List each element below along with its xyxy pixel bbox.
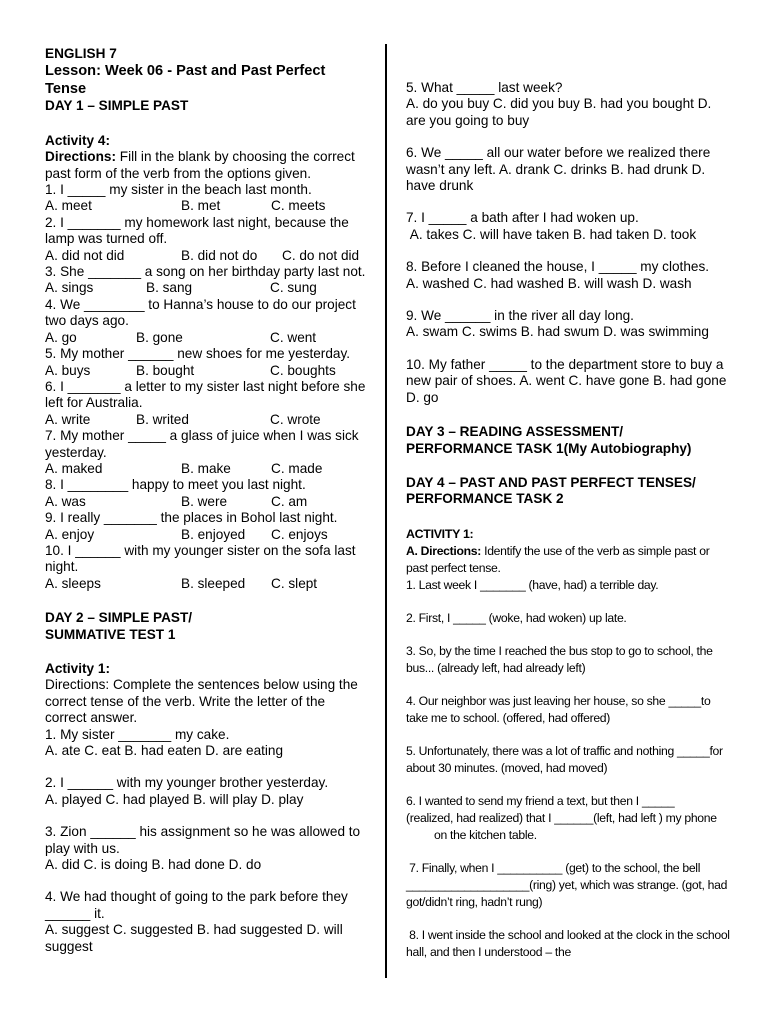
day4-activity1-label: ACTIVITY 1: xyxy=(406,526,474,541)
answer-options xyxy=(45,248,370,264)
answer-options xyxy=(45,363,370,379)
question-item xyxy=(45,428,370,477)
day4-heading-line2: PERFORMANCE TASK 2 xyxy=(406,491,564,507)
answer-options: A. did C. is doing B. had done D. do xyxy=(45,857,262,873)
question-item xyxy=(406,308,732,341)
spacer xyxy=(406,727,732,743)
question-item xyxy=(45,727,370,760)
spacer xyxy=(406,627,732,643)
question-text: 5. What _____ last week? xyxy=(406,80,563,95)
option-b: B. did not do xyxy=(181,247,258,263)
question-item xyxy=(45,824,370,873)
question-item xyxy=(406,145,732,194)
option-c: C. went xyxy=(270,329,317,345)
question-text: 6. We _____ all our water before we realized there wasn’t any left. A. drank C. drinks B. had drunk D. have drunk xyxy=(406,145,711,194)
day4-item-8: 8. I went inside the school and looked at the clock in the school hall, and then I understood – the xyxy=(406,927,733,959)
option-b: B. bought xyxy=(136,362,195,378)
option-c: C. enjoys xyxy=(271,526,328,542)
option-b: B. enjoyed xyxy=(181,526,246,542)
activity1-label: Activity 1: xyxy=(45,661,110,676)
option-a: A. did not did xyxy=(45,247,125,263)
question-item xyxy=(45,477,370,510)
option-c: C. am xyxy=(271,493,308,509)
lesson-title: Lesson: Week 06 - Past and Past Perfect Tense xyxy=(45,63,326,98)
day3-heading-line2: PERFORMANCE TASK 1(My Autobiography) xyxy=(406,440,692,456)
answer-options xyxy=(45,330,370,346)
day2-question-list xyxy=(45,727,370,955)
question-text: 3. Zion ______ his assignment so he was allowed to play with us. xyxy=(45,824,361,856)
question-text: 1. My sister _______ my cake. xyxy=(45,726,230,742)
question-item xyxy=(45,346,370,379)
question-text: 6. I _______ a letter to my sister last night before she left for Australia. xyxy=(45,378,366,411)
option-a: A. go xyxy=(45,329,77,345)
option-b: B. sleeped xyxy=(181,575,246,591)
spacer xyxy=(406,292,732,308)
question-item xyxy=(45,543,370,592)
item6-line2: (realized, had realized) that I ______(left, had left ) my phone xyxy=(406,810,717,825)
question-text: 10. My father _____ to the department store to buy a new pair of shoes. A. went C. have gone B. had gone D. go xyxy=(406,356,727,405)
option-b: B. met xyxy=(181,198,221,214)
question-text: 4. We ________ to Hanna’s house to do our project two days ago. xyxy=(45,296,356,329)
column-divider xyxy=(385,44,387,978)
question-text: 2. I ______ with my younger brother yesterday. xyxy=(45,775,329,791)
a-directions-text: Identify the use of the verb as simple past or past perfect tense. xyxy=(406,543,710,575)
option-c: C. do not did xyxy=(282,247,360,263)
answer-options xyxy=(45,280,370,296)
day1-heading: DAY 1 – SIMPLE PAST xyxy=(45,98,189,114)
answer-options xyxy=(45,461,370,477)
course-title: ENGLISH 7 xyxy=(45,46,117,61)
day2-question-list-continued xyxy=(406,80,732,406)
option-a: A. meet xyxy=(45,198,92,214)
spacer xyxy=(406,341,732,357)
day4-item-6 xyxy=(406,793,732,844)
option-a: A. buys xyxy=(45,362,91,378)
option-c: C. slept xyxy=(271,575,318,591)
day2-heading-line1: DAY 2 – SIMPLE PAST/ xyxy=(45,610,193,626)
day4-activity xyxy=(406,526,732,961)
option-c: C. wrote xyxy=(270,411,321,427)
left-column xyxy=(45,46,370,955)
day3-heading-line1: DAY 3 – READING ASSESSMENT/ xyxy=(406,424,624,440)
option-a: A. sleeps xyxy=(45,575,101,591)
question-item xyxy=(406,210,732,243)
option-a: A. enjoy xyxy=(45,526,95,542)
directions-label: Directions: xyxy=(45,149,117,165)
option-c: C. sung xyxy=(270,280,317,296)
question-item xyxy=(406,80,732,129)
spacer xyxy=(45,759,370,775)
question-text: 7. I _____ a bath after I had woken up. xyxy=(406,210,639,226)
answer-options: A. suggest C. suggested B. had suggested D. will suggest xyxy=(45,922,347,954)
answer-options: A. do you buy C. did you buy B. had you bought D. are you going to buy xyxy=(406,96,716,128)
question-text: 2. I _______ my homework last night, because the lamp was turned off. xyxy=(45,214,349,247)
spacer xyxy=(406,677,732,693)
spacer xyxy=(406,243,732,259)
option-a: A. maked xyxy=(45,460,103,476)
question-item: 5. Unfortunately, there was a lot of traffic and nothing _____for about 30 minutes. (moved, had moved) xyxy=(406,743,723,775)
question-item xyxy=(45,264,370,297)
answer-options xyxy=(45,576,370,592)
day2-heading-line2: SUMMATIVE TEST 1 xyxy=(45,626,176,642)
question-text: 8. Before I cleaned the house, I _____ my clothes. xyxy=(406,259,710,275)
question-item xyxy=(45,510,370,543)
answer-options xyxy=(45,198,370,214)
question-item xyxy=(45,379,370,428)
answer-options xyxy=(45,527,370,543)
question-item: 2. First, I _____ (woke, had woken) up late. xyxy=(406,610,627,625)
question-item: 3. So, by the time I reached the bus stop to go to school, the bus... (already left, had already left) xyxy=(406,643,713,675)
question-item xyxy=(406,259,732,292)
activity4-directions xyxy=(45,149,370,182)
question-text: 7. My mother _____ a glass of juice when I was sick yesterday. xyxy=(45,428,359,460)
answer-options xyxy=(45,494,370,510)
option-c: C. meets xyxy=(271,198,326,214)
answer-options: A. ate C. eat B. had eaten D. are eating xyxy=(45,743,284,759)
question-item: 1. Last week I _______ (have, had) a terrible day. xyxy=(406,577,659,592)
question-text: 3. She _______ a song on her birthday party last not. xyxy=(45,264,366,280)
question-item xyxy=(45,182,370,215)
a-directions-label: A. Directions: xyxy=(406,543,482,558)
question-item xyxy=(45,215,370,264)
question-text: 8. I ________ happy to meet you last night. xyxy=(45,477,306,493)
activity1-directions: Directions: Complete the sentences below using the correct tense of the verb. Write the letter of the correct answer. xyxy=(45,677,358,726)
question-item xyxy=(45,775,370,808)
question-text: 5. My mother ______ new shoes for me yesterday. xyxy=(45,346,351,362)
answer-options: A. washed C. had washed B. will wash D. wash xyxy=(406,275,692,291)
option-a: A. sings xyxy=(45,280,94,296)
question-item: 4. Our neighbor was just leaving her house, so she _____to take me to school. (offered, had offered) xyxy=(406,693,711,725)
answer-options: A. swam C. swims B. had swum D. was swimming xyxy=(406,324,709,340)
question-text: 10. I ______ with my younger sister on the sofa last night. xyxy=(45,542,356,575)
option-b: B. writed xyxy=(136,411,189,427)
spacer xyxy=(45,873,370,889)
option-c: C. boughts xyxy=(270,362,336,378)
question-text: 1. I _____ my sister in the beach last month. xyxy=(45,182,312,198)
right-column xyxy=(406,80,732,961)
question-text: 4. We had thought of going to the park before they ______ it. xyxy=(45,889,348,921)
question-text: 9. We ______ in the river all day long. xyxy=(406,308,634,324)
option-b: B. sang xyxy=(146,280,193,296)
spacer xyxy=(406,594,732,610)
spacer xyxy=(406,129,732,145)
day4-heading-line1: DAY 4 – PAST AND PAST PERFECT TENSES/ xyxy=(406,474,696,490)
spacer xyxy=(406,194,732,210)
answer-options: A. takes C. will have taken B. had taken D. took xyxy=(406,226,697,242)
option-b: B. gone xyxy=(136,329,183,345)
spacer xyxy=(45,808,370,824)
item6-line1: 6. I wanted to send my friend a text, but then I _____ xyxy=(406,793,675,808)
option-b: B. make xyxy=(181,460,231,476)
question-item xyxy=(45,297,370,346)
question-text: 9. I really _______ the places in Bohol last night. xyxy=(45,510,338,526)
option-a: A. write xyxy=(45,411,91,427)
activity4-label: Activity 4: xyxy=(45,132,110,148)
day4-question-list xyxy=(406,577,732,777)
day1-question-list xyxy=(45,182,370,592)
option-a: A. was xyxy=(45,493,86,509)
directions-text: Fill in the blank by choosing the correct past form of the verb from the options given. xyxy=(45,149,355,181)
option-c: C. made xyxy=(271,460,323,476)
question-item xyxy=(406,357,732,406)
day4-item-7: 7. Finally, when I __________ (get) to the school, the bell ___________________(ring) yet, which was strange. (got, had got/didn’t ring, hadn’t rung) xyxy=(406,860,731,909)
question-item xyxy=(45,889,370,955)
answer-options: A. played C. had played B. will play D. play xyxy=(45,791,304,807)
day4-directions xyxy=(406,543,732,577)
option-b: B. were xyxy=(181,493,228,509)
item6-line3: on the kitchen table. xyxy=(434,827,537,842)
answer-options xyxy=(45,412,370,428)
